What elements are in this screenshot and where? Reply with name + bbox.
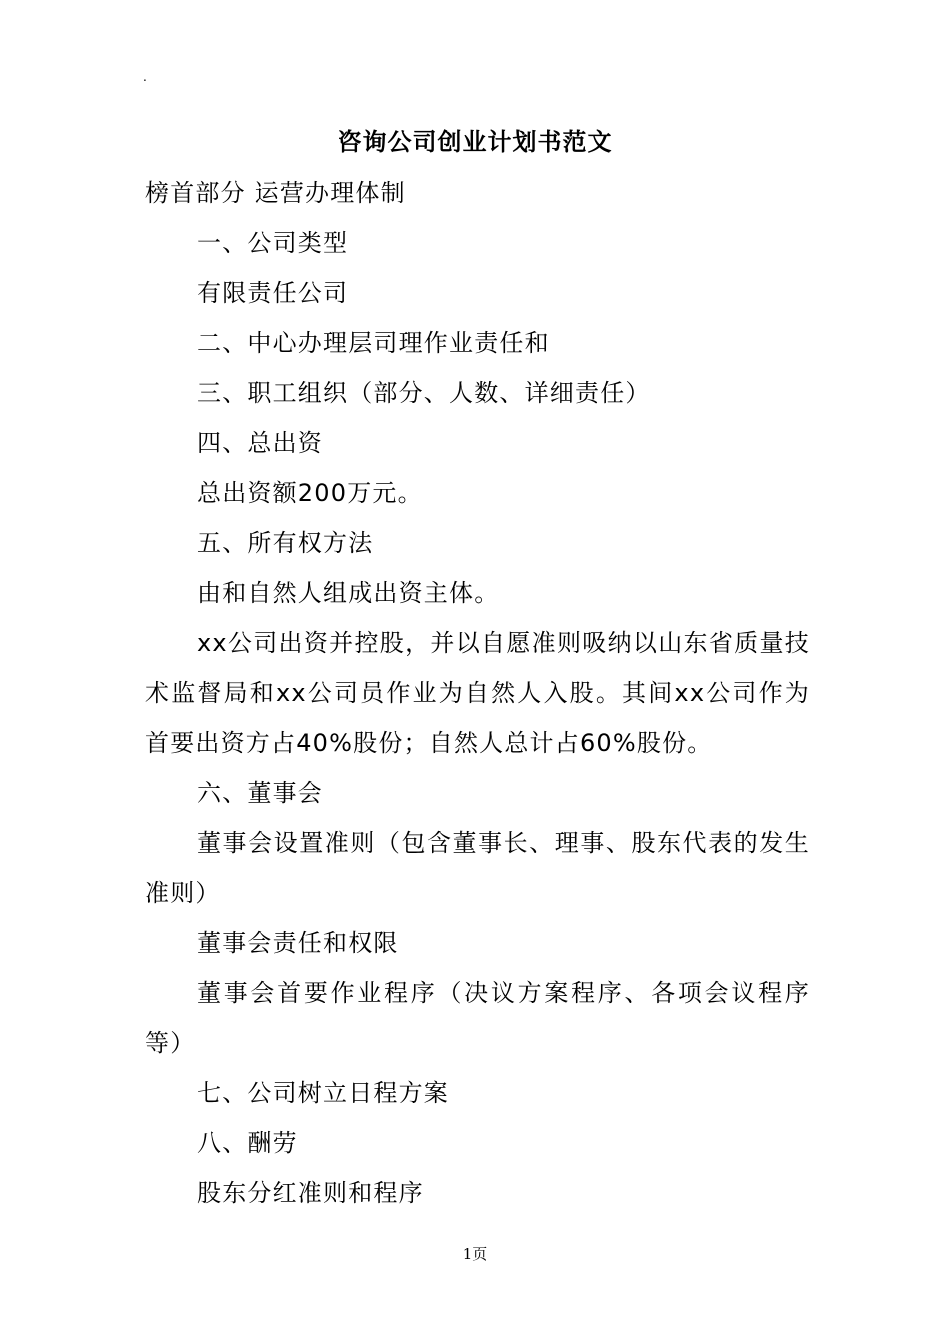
paragraph-board-procedures: 董事会首要作业程序（决议方案程序、各项会议程序等） xyxy=(145,979,810,1057)
heading-staff-organization: 三、职工组织（部分、人数、详细责任） xyxy=(197,379,651,407)
heading-schedule: 七、公司树立日程方案 xyxy=(197,1079,449,1107)
paragraph-board-duties: 董事会责任和权限 xyxy=(197,929,399,957)
paragraph-ownership-subjects: 由和自然人组成出资主体。 xyxy=(197,579,500,607)
section-heading-part-one: 榜首部分 运营办理体制 xyxy=(145,179,406,207)
document-title: 咨询公司创业计划书范文 xyxy=(337,128,613,156)
heading-ownership: 五、所有权方法 xyxy=(197,529,374,557)
paragraph-dividends: 股东分红准则和程序 xyxy=(197,1179,424,1207)
paragraph-total-investment: 总出资额200万元。 xyxy=(197,479,423,507)
heading-remuneration: 八、酬劳 xyxy=(197,1129,298,1157)
page-number: 1页 xyxy=(462,1245,488,1263)
heading-board: 六、董事会 xyxy=(197,779,323,807)
heading-total-investment: 四、总出资 xyxy=(197,429,323,457)
paragraph-board-setup: 董事会设置准则（包含董事长、理事、股东代表的发生准则） xyxy=(145,829,810,907)
heading-company-type: 一、公司类型 xyxy=(197,229,349,257)
paragraph-ownership-shares: xx公司出资并控股，并以自愿准则吸纳以山东省质量技术监督局和xx公司员作业为自然人入股。其间xx公司作为首要出资方占40%股份；自然人总计占60%股份。 xyxy=(145,629,810,757)
document-body xyxy=(145,168,810,1218)
header-mark: . xyxy=(143,70,147,84)
paragraph-company-type: 有限责任公司 xyxy=(197,279,349,307)
heading-core-management: 二、中心办理层司理作业责任和 xyxy=(197,329,550,357)
